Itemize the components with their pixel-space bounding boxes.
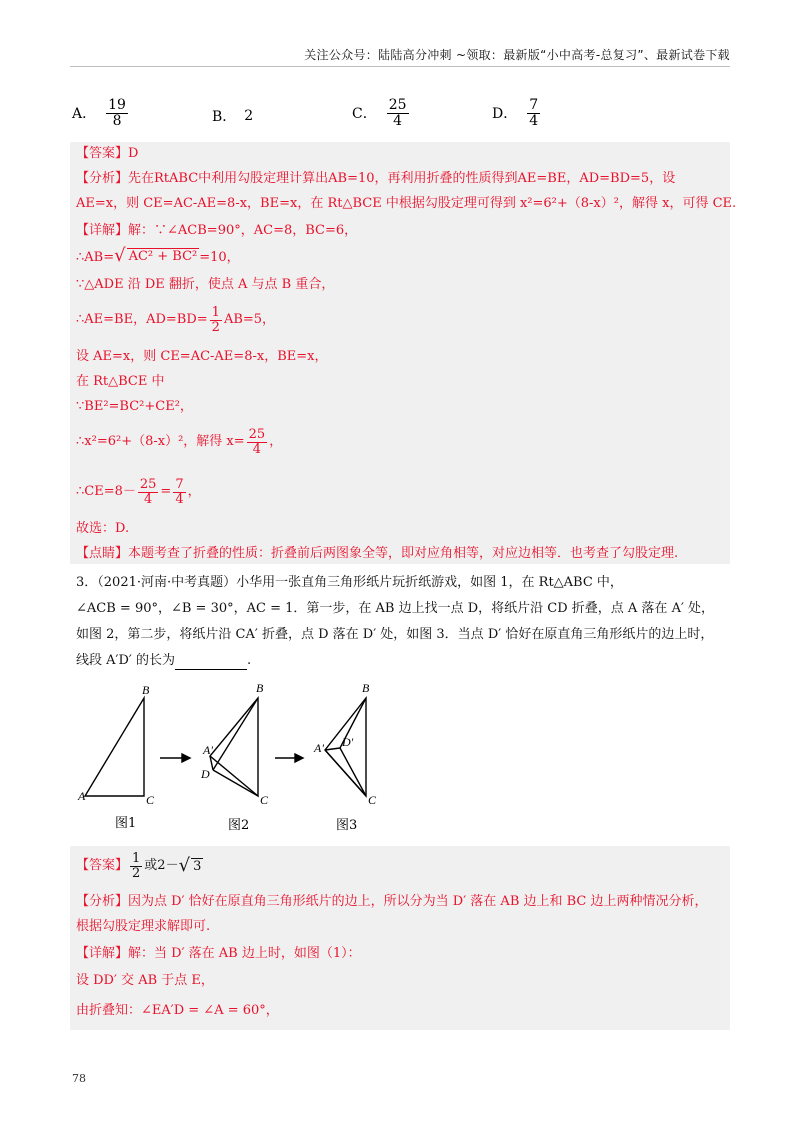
question-3-line-3: 如图 2，第二步，将纸片沿 CA′ 折叠，点 D 落在 D′ 处，如图 3．当点 D′ 恰好在原直角三角形纸片的边上时， (76, 627, 714, 642)
detail-line-4-q2: ∴AE=BE，AD=BD= $\frac{1}{2}$ AB=5， (76, 304, 276, 335)
detail-line-1-q3: 【详解】解：当 D′ 落在 AB 边上时，如图（1）： (76, 946, 361, 961)
fig3-label-a1: A' (314, 741, 324, 755)
fig3-label-d1: D' (342, 735, 354, 749)
arrow-1-head (182, 754, 190, 762)
header-divider (70, 66, 730, 67)
analysis-line-1-q3: 【分析】因为点 D′ 恰好在原直角三角形纸片的边上，所以分为当 D′ 落在 AB 边上和 BC 边上两种情况分析， (76, 894, 708, 909)
page-number: 78 (72, 1072, 86, 1085)
folding-figures (70, 680, 390, 830)
analysis-line-2-q2: AE=x，则 CE=AC-AE=8-x，BE=x，在 Rt△BCE 中根据勾股定理可得到 x²=6²+（8-x）²，解得 x，可得 CE. (76, 196, 737, 211)
detail-line-5-q2: 设 AE=x，则 CE=AC-AE=8-x，BE=x， (76, 349, 328, 364)
detail-line-9-q2: ∴CE=8－ $\frac{25}{4}$ = $\frac{7}{4}$ ， (76, 476, 201, 507)
fig1-label-a: A (78, 789, 86, 803)
option-d: D． $\frac{7}{4}$ (492, 97, 539, 129)
answer-options (72, 98, 732, 134)
question-3-line-2: ∠ACB = 90°，∠B = 30°，AC = 1．第一步，在 AB 边上找一点 D，将纸片沿 CD 折叠，点 A 落在 A′ 处， (76, 601, 715, 616)
question-3-line-4: 线段 A′D′ 的长为 . (76, 653, 252, 668)
detail-line-7-q2: ∵BE²=BC²+CE²， (76, 399, 193, 414)
fig1-caption: 图1 (115, 816, 137, 831)
choose-line-q2: 故选：D. (76, 521, 130, 536)
page-header: 关注公众号：陆陆高分冲刺 ~领取：最新版“小中高考-总复习”、最新试卷下载 (304, 48, 730, 62)
detail-line-3-q3: 由折叠知：∠EA′D = ∠A = 60°， (76, 1003, 279, 1018)
detail-line-1-q2: 【详解】解：∵∠ACB=90°，AC=8，BC=6， (76, 223, 358, 238)
detail-line-2-q2: ∴AB= √ AC² + BC² =10， (76, 245, 240, 266)
fig1-label-b: B (142, 683, 150, 697)
fig2-label-a1: A' (203, 743, 213, 757)
option-c: C． $\frac{25}{4}$ (352, 97, 407, 129)
fig2-caption: 图2 (228, 818, 250, 833)
question-3-line-1: 3．（2021·河南·中考真题）小华用一张直角三角形纸片玩折纸游戏，如图 1，在 Rt△ABC 中， (76, 575, 623, 590)
detail-line-2-q3: 设 DD′ 交 AB 于点 E， (76, 973, 214, 988)
fig2-fold-cd (213, 770, 258, 796)
answer-blank (175, 655, 247, 670)
fig1-triangle (85, 698, 144, 796)
fig2-outline (210, 698, 258, 796)
fig3-label-b: B (362, 681, 370, 695)
fig3-label-c: C (368, 793, 377, 807)
fig1-label-c: C (146, 793, 155, 807)
fig3-caption: 图3 (336, 818, 358, 833)
analysis-line-2-q3: 根据勾股定理求解即可. (76, 919, 211, 934)
option-b: B． 2 (212, 108, 254, 125)
arrow-2-head (295, 754, 303, 762)
analysis-line-1-q2: 【分析】先在RtABC中利用勾股定理计算出AB=10，再利用折叠的性质得到AE=BE，AD=BD=5，设 (76, 171, 676, 186)
detail-line-6-q2: 在 Rt△BCE 中 (76, 374, 165, 389)
answer-line-q3: 【答案】 $\frac{1}{2}$ 或2－ √ 3 (76, 850, 202, 881)
detail-line-3-q2: ∵△ADE 沿 DE 翻折，使点 A 与点 B 重合， (76, 277, 335, 292)
option-a: A． $\frac{19}{8}$ (72, 97, 126, 129)
fig2-label-d: D (201, 767, 210, 781)
answer-line-q2: 【答案】D (76, 146, 139, 161)
fig2-label-c: C (260, 793, 269, 807)
comment-line-q2: 【点睛】本题考查了折叠的性质：折叠前后两图象全等，即对应角相等，对应边相等．也考查了勾股定理. (76, 546, 679, 561)
detail-line-8-q2: ∴x²=6²+（8-x）²，解得 x= $\frac{25}{4}$ ， (76, 426, 283, 457)
fig2-label-b: B (256, 681, 264, 695)
